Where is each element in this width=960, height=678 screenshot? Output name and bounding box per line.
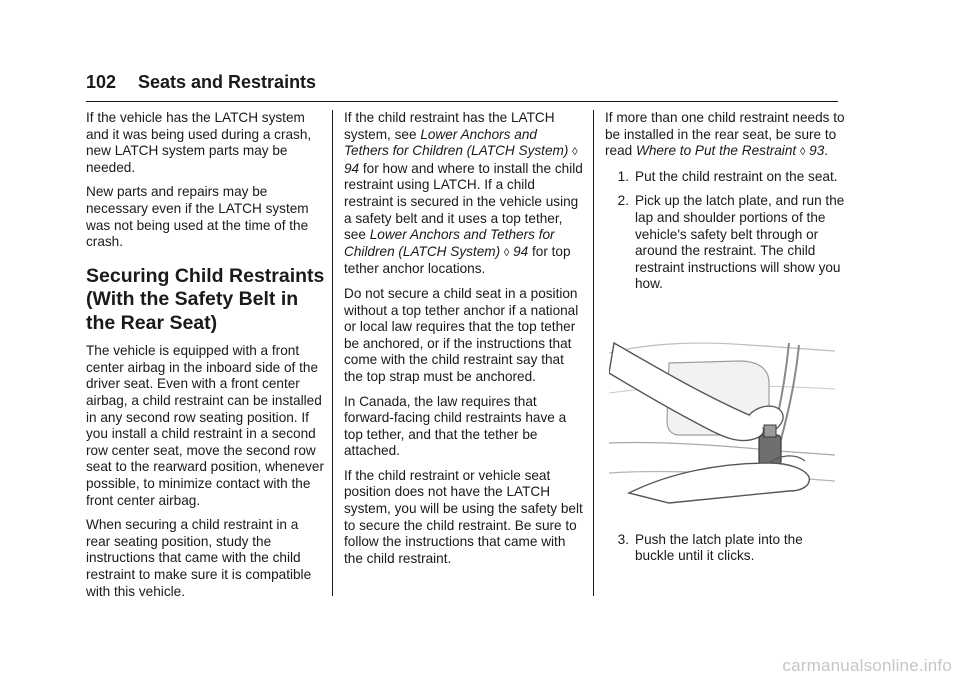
subsection-heading: Securing Child Restraints (With the Safety Belt in the Rear Seat) xyxy=(86,264,325,334)
paragraph: When securing a child restraint in a rear seating position, study the instructions that came with the child restraint to make sure it is compatible with this vehicle. xyxy=(86,517,312,599)
column-middle xyxy=(344,110,584,575)
step-text: Pick up the latch plate, and run the lap and shoulder portions of the vehicle's safety belt through or around the restraint. The child restraint instructions will show you how. xyxy=(635,193,845,292)
column-divider xyxy=(332,110,333,596)
page-number: 102 xyxy=(86,72,117,92)
step-number: 2. xyxy=(617,193,629,209)
section-title: Seats and Restraints xyxy=(138,72,317,92)
step-text: Put the child restraint on the seat. xyxy=(635,168,838,184)
paragraph xyxy=(344,110,584,278)
cross-reference-title: Lower Anchors and Tethers for Children (LATCH System) xyxy=(344,126,569,159)
paragraph: New parts and repairs may be necessary even if the LATCH system was not being used at the time of the crash. xyxy=(86,184,309,250)
cross-reference-title: Where to Put the Restraint xyxy=(635,143,797,159)
text-run: If more than one child restraint needs to be installed in the rear seat, be sure to read xyxy=(605,110,845,159)
page-ref-icon: ◊ xyxy=(799,146,806,159)
column-left xyxy=(86,110,326,608)
cross-reference-page: 94 xyxy=(513,243,529,259)
text-run: for how and where to install the child restraint using LATCH. If a child restraint is secured in the vehicle using a safety belt and it uses a top tether, see xyxy=(344,160,583,243)
instruction-step xyxy=(605,532,845,565)
page-ref-icon: ◊ xyxy=(503,246,510,259)
paragraph: Do not secure a child seat in a position without a top tether anchor if a national or local law requires that the top tether be anchored, or if the instructions that come with the child restraint say that the top strap must be anchored. xyxy=(344,285,579,384)
paragraph xyxy=(605,110,845,161)
text-run: . xyxy=(824,143,829,159)
page-ref-icon: ◊ xyxy=(572,146,578,159)
cross-reference-link[interactable] xyxy=(636,143,824,158)
paragraph: In Canada, the law requires that forward-facing child restraints have a top tether, and that the tether be attached. xyxy=(344,393,567,459)
paragraph: The vehicle is equipped with a front center airbag in the inboard side of the driver seat. Even with a front center airbag, a child restraint can be installed in any second row seating position. If you install a child restraint in a second row center seat, move the second row seat to the rearward position, whenever possible, to minimize contact with the front center airbag. xyxy=(86,343,325,508)
instruction-step xyxy=(605,193,845,293)
instruction-step xyxy=(605,169,845,186)
latch-plate-illustration xyxy=(609,323,835,505)
step-text: Push the latch plate into the buckle until it clicks. xyxy=(635,531,803,564)
cross-reference-link[interactable] xyxy=(344,227,555,259)
paragraph: If the child restraint or vehicle seat position does not have the LATCH system, you will be using the safety belt to secure the child restraint. Be sure to follow the instructions that came with the child restraint. xyxy=(344,467,583,566)
step-number: 3. xyxy=(617,531,629,547)
cross-reference-page: 93 xyxy=(809,143,825,159)
watermark: carmanualsonline.info xyxy=(782,656,952,675)
column-right xyxy=(605,110,845,573)
cross-reference-title: Lower Anchors and Tethers for Children (LATCH System) xyxy=(344,227,555,259)
column-divider xyxy=(593,110,594,596)
step-number: 1. xyxy=(617,168,629,184)
paragraph: If the vehicle has the LATCH system and it was being used during a crash, new LATCH system parts may be needed. xyxy=(86,110,312,175)
cross-reference-page: 94 xyxy=(344,160,360,176)
page-header xyxy=(86,70,838,102)
text-run: If the child restraint has the LATCH system, see xyxy=(344,110,555,142)
text-run: for top tether anchor locations. xyxy=(344,243,571,277)
